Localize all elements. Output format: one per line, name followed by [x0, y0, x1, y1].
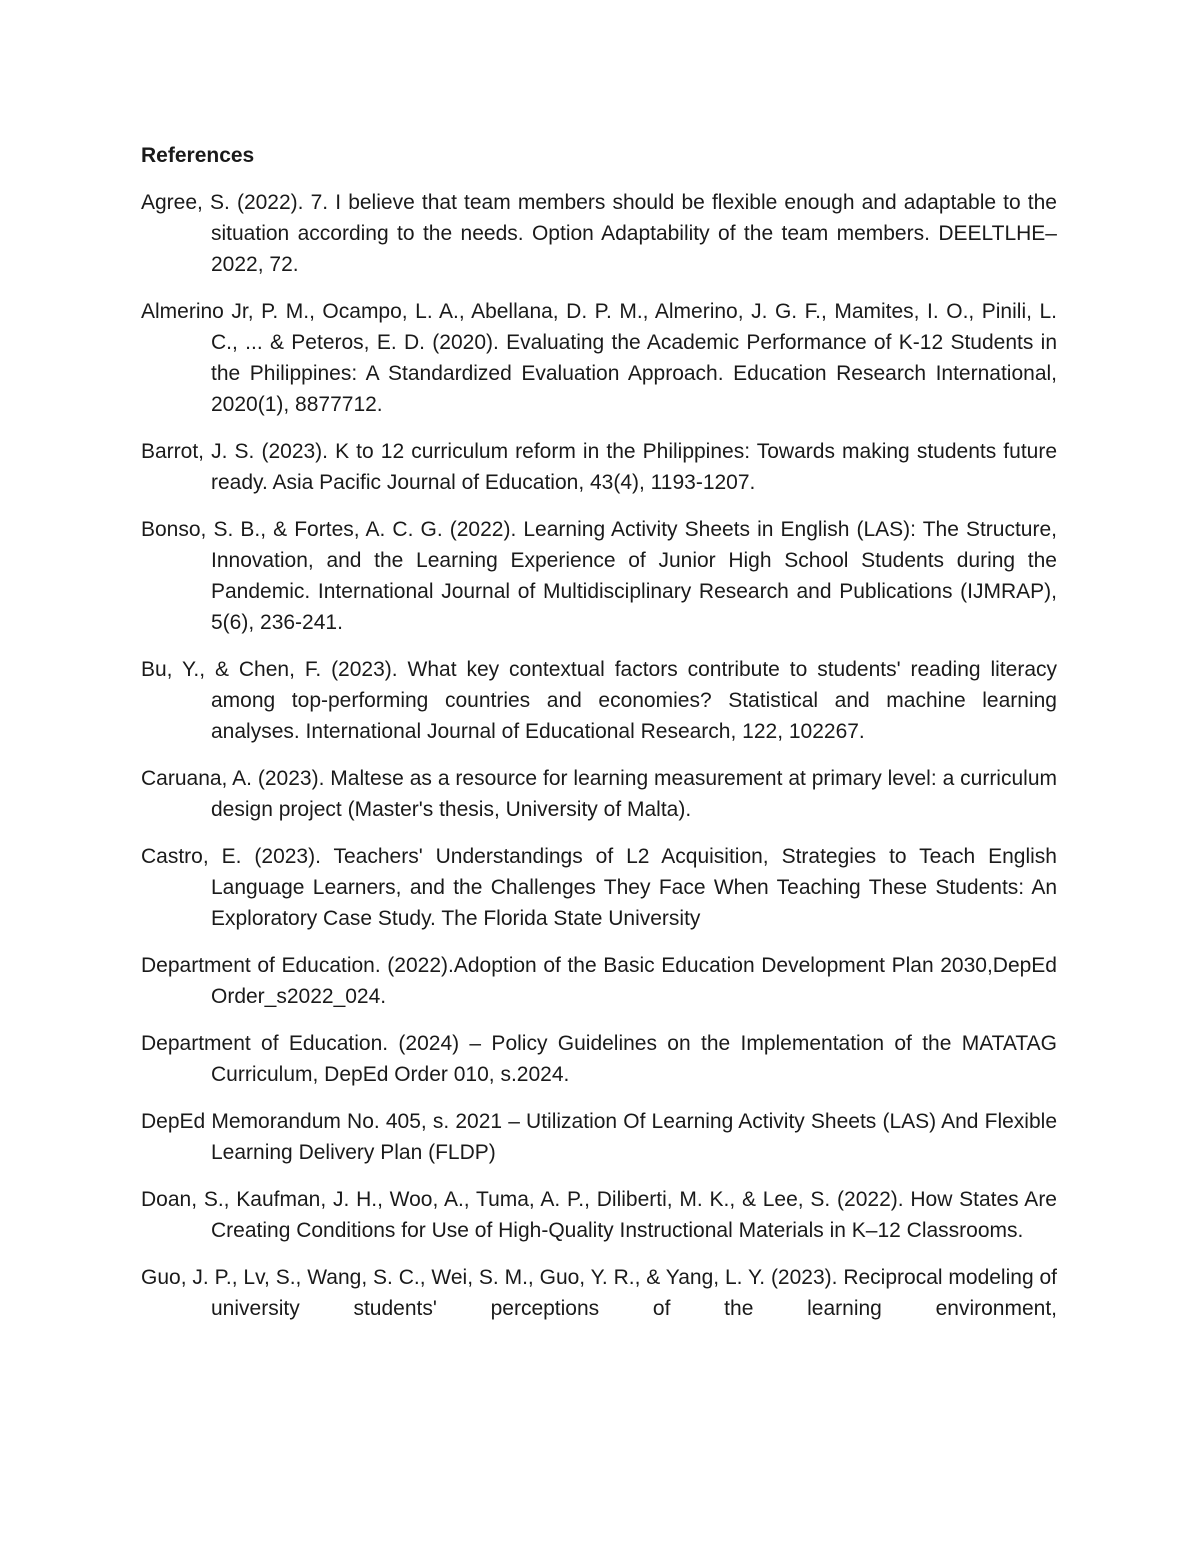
reference-list	[141, 187, 1057, 1324]
reference-entry: Guo, J. P., Lv, S., Wang, S. C., Wei, S. M., Guo, Y. R., & Yang, L. Y. (2023). Reciprocal modeling of university students' perceptions of the learning environment,	[141, 1266, 1057, 1320]
reference-entry: Bonso, S. B., & Fortes, A. C. G. (2022). Learning Activity Sheets in English (LAS): The Structure, Innovation, and the Learning Experience of Junior High School Students during the Pandemic. International Journal of Multidisciplinary Research and Publications (IJMRAP), 5(6), 236-241.	[141, 518, 1057, 634]
reference-entry: Almerino Jr, P. M., Ocampo, L. A., Abellana, D. P. M., Almerino, J. G. F., Mamites, I. O., Pinili, L. C., ... & Peteros, E. D. (2020). Evaluating the Academic Performance of K-12 Students in the Philippines: A Standardized Evaluation Approach. Education Research International, 2020(1), 8877712.	[141, 300, 1057, 416]
reference-entry: Department of Education. (2022).Adoption of the Basic Education Development Plan 2030,DepEd Order_s2022_024.	[141, 954, 1057, 1008]
reference-entry: Barrot, J. S. (2023). K to 12 curriculum reform in the Philippines: Towards making students future ready. Asia Pacific Journal of Education, 43(4), 1193-1207.	[141, 440, 1057, 494]
reference-entry: Castro, E. (2023). Teachers' Understandings of L2 Acquisition, Strategies to Teach English Language Learners, and the Challenges They Face When Teaching These Students: An Exploratory Case Study. The Florida State University	[141, 845, 1057, 930]
reference-entry: Agree, S. (2022). 7. I believe that team members should be flexible enough and adaptable to the situation according to the needs. Option Adaptability of the team members. DEELTLHE–2022, 72.	[141, 191, 1057, 276]
references-heading: References	[141, 144, 255, 167]
reference-entry: DepEd Memorandum No. 405, s. 2021 – Utilization Of Learning Activity Sheets (LAS) And Flexible Learning Delivery Plan (FLDP)	[141, 1110, 1057, 1164]
reference-entry: Caruana, A. (2023). Maltese as a resource for learning measurement at primary level: a curriculum design project (Master's thesis, University of Malta).	[141, 767, 1057, 821]
reference-entry: Department of Education. (2024) – Policy Guidelines on the Implementation of the MATATAG Curriculum, DepEd Order 010, s.2024.	[141, 1032, 1057, 1086]
document-page	[141, 140, 1057, 1340]
reference-entry: Bu, Y., & Chen, F. (2023). What key contextual factors contribute to students' reading literacy among top-performing countries and economies? Statistical and machine learning analyses. International Journal of Educational Research, 122, 102267.	[141, 658, 1057, 743]
reference-entry: Doan, S., Kaufman, J. H., Woo, A., Tuma, A. P., Diliberti, M. K., & Lee, S. (2022). How States Are Creating Conditions for Use of High-Quality Instructional Materials in K–12 Classrooms.	[141, 1188, 1057, 1242]
